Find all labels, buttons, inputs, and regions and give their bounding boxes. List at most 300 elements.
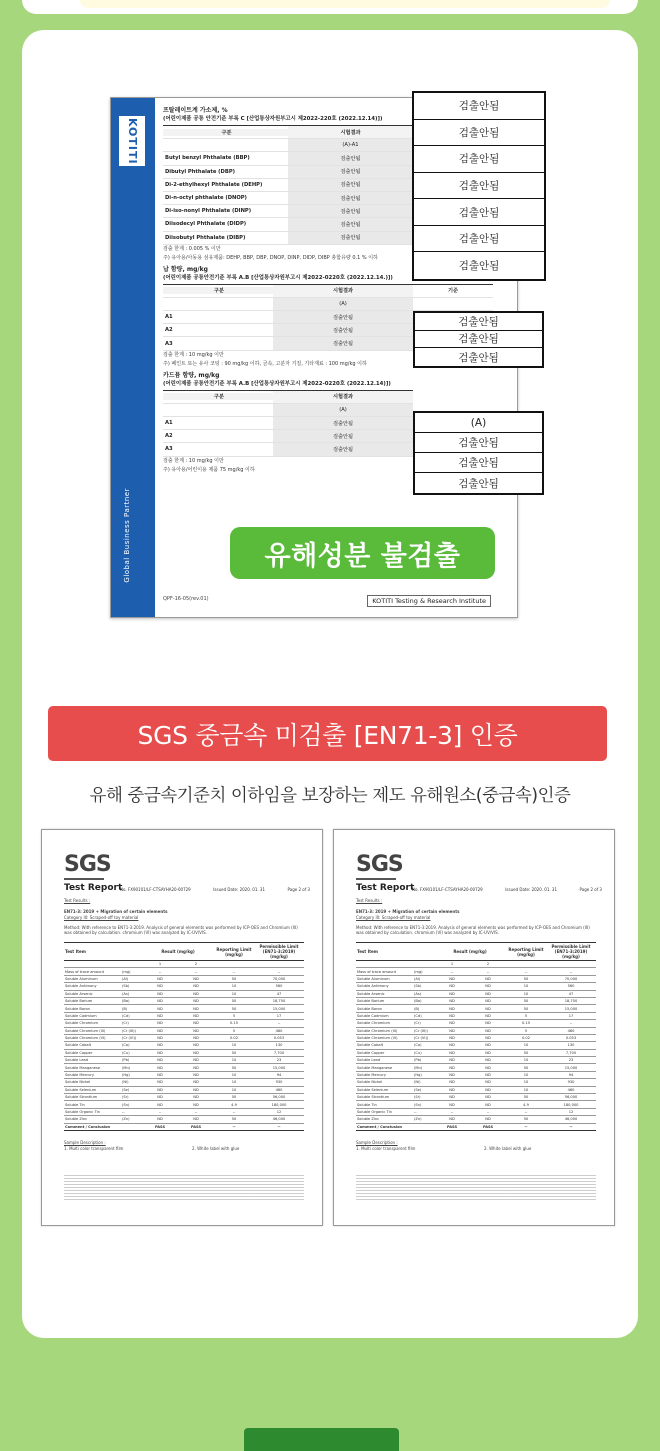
cell: Soluble Mercury — [65, 1073, 94, 1078]
meta-report-no: No. FX90101/LF-CTSAYHA20-00729 — [412, 887, 483, 892]
cell: ND — [485, 984, 491, 989]
highlight-cell: 검출안됨 — [414, 146, 544, 173]
cell: -- — [486, 969, 490, 974]
sample-2: 2. White label with glue — [192, 1146, 240, 1151]
header-reporting-limit: Reporting Limit (mg/kg) — [216, 946, 252, 957]
table-row — [356, 1101, 596, 1108]
cell: ND — [157, 991, 163, 996]
cell: ND — [157, 1028, 163, 1033]
test-results-label: Test Results : — [64, 898, 91, 903]
table-row — [64, 1042, 304, 1049]
cell: ND — [485, 1043, 491, 1048]
table-row — [356, 1064, 596, 1071]
cell: (Sb) — [414, 984, 422, 989]
report-meta — [412, 887, 602, 892]
cell: Soluble Selenium — [65, 1087, 97, 1092]
cell: (Sn) — [414, 1102, 422, 1107]
cell: (Ni) — [414, 1080, 421, 1085]
phthalate-result-highlight — [412, 91, 546, 281]
cell: 46,000 — [272, 1117, 286, 1122]
cell: ND — [449, 984, 455, 989]
row-result: 검출안됨 — [288, 192, 413, 204]
cell: (Ba) — [414, 999, 422, 1004]
cell: 50 — [523, 1006, 529, 1011]
no-harmful-substance-badge: 유해성분 불검출 — [230, 527, 495, 579]
row-item: A2 — [165, 433, 173, 440]
cell: 18,750 — [564, 999, 578, 1004]
sgs-caption: 유해 중금속기준치 이하임을 보장하는 제도 유해원소(중금속)인증 — [89, 786, 571, 806]
cell: 15,000 — [272, 1006, 286, 1011]
cell: 10 — [523, 1080, 529, 1085]
cell: Soluble Organic Tin — [357, 1110, 392, 1114]
phthalate-note: 주) 유아용/아동용 섬유제품: DEHP, BBP, DBP, DNOP, DINP, DIDP, DIBP 총함유량 0.1 % 이하 — [163, 254, 378, 261]
cell: Soluble Chromium (III) — [65, 1028, 106, 1033]
cell: Soluble Cobalt — [65, 1043, 91, 1048]
table-row — [64, 1057, 304, 1064]
cell: Soluble Manganese — [65, 1065, 101, 1070]
cell: Soluble Tin — [65, 1102, 85, 1107]
cell: 5 — [232, 1028, 236, 1033]
cell: (Zn) — [122, 1117, 130, 1122]
cell: ND — [157, 976, 163, 981]
cell: Soluble Arsenic — [357, 991, 385, 996]
cell: 460 — [567, 1087, 575, 1092]
cell: 180,000 — [271, 1102, 287, 1107]
sample-label: (A) — [273, 298, 413, 310]
cell: 460 — [275, 1087, 283, 1092]
cell: ND — [193, 1050, 199, 1055]
cell: ND — [193, 1117, 199, 1122]
conclusion-cell: Comment / Conclusion — [65, 1124, 111, 1129]
cell: 10 — [231, 1087, 237, 1092]
cell: 23 — [568, 1058, 574, 1063]
cell: Soluble Manganese — [357, 1065, 393, 1070]
conclusion-cell: PASS — [446, 1124, 458, 1129]
cell: 50 — [523, 1065, 529, 1070]
meta-report-no: No. FX90101/LF-CTSAYHA20-00729 — [120, 887, 191, 892]
sample-description-label: Sample Description : — [356, 1140, 398, 1145]
header-item: 구분 — [163, 393, 273, 400]
cell: ND — [157, 1058, 163, 1063]
row-result: 검출안됨 — [288, 152, 413, 164]
cell: ND — [157, 1117, 163, 1122]
cadmium-title: 카드뮴 함량, mg/kg — [163, 371, 220, 379]
conclusion-cell: -- — [569, 1124, 573, 1129]
cell: ND — [193, 1028, 199, 1033]
cell: ND — [193, 991, 199, 996]
cell: ND — [485, 1006, 491, 1011]
row-item: Di-n-octyl phthalate (DNOP) — [165, 195, 247, 202]
meta-page: Page 2 of 3 — [579, 887, 602, 892]
cell: ND — [485, 976, 491, 981]
table-header — [163, 126, 413, 139]
cell: 12 — [568, 1110, 574, 1114]
cell: -- — [450, 1110, 454, 1114]
cell: 10 — [231, 1073, 237, 1078]
cell: 94 — [568, 1073, 574, 1078]
conclusion-row — [356, 1124, 596, 1131]
cell: 0.053 — [565, 1036, 577, 1041]
cell: (Al) — [122, 976, 129, 981]
cell: -- — [158, 1110, 162, 1114]
cell: 10 — [231, 984, 237, 989]
bottom-button[interactable] — [244, 1428, 399, 1451]
cell: Soluble Cobalt — [357, 1043, 383, 1048]
row-item: Di-2-ethylhexyl Phthalate (DEHP) — [165, 181, 263, 188]
highlight-cell: 검출안됨 — [414, 199, 544, 226]
cell: Soluble Aluminum — [357, 976, 390, 981]
cell: ND — [485, 1087, 491, 1092]
conclusion-cell: PASS — [190, 1124, 202, 1129]
table-row — [356, 1020, 596, 1027]
subheader-sample-2: 2 — [486, 962, 490, 967]
cell: ND — [193, 999, 199, 1004]
cell: ND — [449, 999, 455, 1004]
lead-title: 납 함량, mg/kg — [163, 265, 208, 273]
cell: 15,000 — [564, 1065, 578, 1070]
cell: 930 — [275, 1080, 283, 1085]
cell: (mg) — [122, 969, 131, 974]
cell: ND — [449, 1006, 455, 1011]
highlight-cell: 검출안됨 — [415, 453, 542, 473]
row-item: Di-iso-nonyl Phthalate (DINP) — [165, 208, 252, 215]
sgs-logo: SGS — [356, 852, 403, 877]
cell: -- — [277, 1021, 281, 1026]
cell: 18,750 — [272, 999, 286, 1004]
cell: Soluble Barium — [357, 999, 385, 1004]
table-row — [64, 1035, 304, 1042]
sample-description-label: Sample Description : — [64, 1140, 106, 1145]
table-row — [163, 139, 413, 152]
table-row — [64, 1087, 304, 1094]
cell: Soluble Antimony — [357, 984, 389, 989]
cell: ND — [449, 1036, 455, 1041]
table-row — [64, 998, 304, 1005]
table-row — [64, 1005, 304, 1012]
cell: ND — [157, 1080, 163, 1085]
cell: (Sn) — [122, 1102, 130, 1107]
row-result: 검출안됨 — [273, 430, 413, 442]
cell: 17 — [276, 1013, 282, 1018]
cell: Soluble Chromium (III) — [357, 1028, 398, 1033]
cell: (Ni) — [122, 1080, 129, 1085]
cell: 12 — [276, 1110, 282, 1114]
subheader-sample-1: 1 — [450, 962, 454, 967]
table-row — [163, 232, 413, 245]
cell: ND — [193, 1036, 199, 1041]
table-row — [163, 179, 413, 192]
cell: 130 — [567, 1043, 575, 1048]
cell: -- — [414, 1110, 417, 1114]
cell: 7,700 — [273, 1050, 285, 1055]
cell: (Al) — [414, 976, 421, 981]
cell: 7,700 — [565, 1050, 577, 1055]
header-result: 시험결과 — [273, 391, 413, 403]
cell: 10 — [523, 984, 529, 989]
cell: 56,000 — [564, 1095, 578, 1100]
cell: ND — [449, 1021, 455, 1026]
cell: 10 — [523, 1058, 529, 1063]
row-item: A2 — [165, 327, 173, 334]
conclusion-cell: -- — [524, 1124, 528, 1129]
header-result: 시험결과 — [273, 285, 413, 297]
table-header — [64, 943, 304, 961]
cell: (mg) — [414, 969, 423, 974]
cell: ND — [157, 1006, 163, 1011]
cell: Soluble Copper — [65, 1050, 93, 1055]
cell: ND — [485, 1117, 491, 1122]
cell: 23 — [276, 1058, 282, 1063]
method-title: EN71-3: 2019 + Migration of certain elements — [356, 909, 460, 914]
cell: 560 — [567, 984, 575, 989]
cell: 50 — [523, 1050, 529, 1055]
cell: (Co) — [414, 1043, 422, 1048]
sample-label: (A) — [273, 404, 413, 416]
cell: 0.15 — [229, 1021, 238, 1026]
table-row — [356, 1028, 596, 1035]
cell: (Cu) — [122, 1050, 130, 1055]
cell: ND — [193, 976, 199, 981]
cell: ND — [449, 1102, 455, 1107]
cell: -- — [158, 969, 162, 974]
row-result: 검출안됨 — [288, 179, 413, 191]
test-results-label: Test Results : — [356, 898, 383, 903]
cell: ND — [157, 1043, 163, 1048]
phthalate-title: 프탈레이트계 가소제, % — [163, 107, 228, 114]
cell: ND — [157, 1065, 163, 1070]
cell: -- — [450, 969, 454, 974]
cell: (Hg) — [414, 1073, 422, 1078]
cell: ND — [157, 984, 163, 989]
cell: ND — [485, 1028, 491, 1033]
highlight-cell: 검출안됨 — [458, 477, 499, 490]
table-row — [163, 218, 413, 231]
table-row — [64, 1109, 304, 1116]
cadmium-result-highlight — [413, 411, 544, 495]
cell: -- — [194, 969, 198, 974]
cell: ND — [449, 1013, 455, 1018]
cell: ND — [157, 1095, 163, 1100]
cell: ND — [157, 1013, 163, 1018]
row-result: 검출안됨 — [288, 218, 413, 230]
cell: 10 — [523, 1043, 529, 1048]
sgs-test-report-1 — [41, 829, 323, 1226]
previous-card-note — [80, 0, 610, 8]
cell: (Cr) — [122, 1021, 129, 1026]
cell: (As) — [414, 991, 422, 996]
cell: Soluble Nickel — [357, 1080, 383, 1085]
cell: Soluble Cadmium — [357, 1013, 389, 1018]
cell: (As) — [122, 991, 130, 996]
cell: 50 — [231, 1117, 237, 1122]
table-row — [356, 991, 596, 998]
cell: (Hg) — [122, 1073, 130, 1078]
table-row — [163, 417, 413, 430]
row-item: A3 — [165, 340, 173, 347]
cell: -- — [524, 969, 528, 974]
highlight-cell: 검출안됨 — [414, 120, 544, 147]
cell: 50 — [523, 976, 529, 981]
meta-issued: Issued Date: 2020. 01. 31 — [505, 887, 558, 892]
table-row — [64, 1094, 304, 1101]
cell: ND — [193, 984, 199, 989]
cell: Soluble Cadmium — [65, 1013, 97, 1018]
cell: 0.02 — [521, 1036, 530, 1041]
cell: (Cr (III)) — [414, 1028, 428, 1033]
lead-result-highlight — [413, 311, 544, 368]
cell: 180,000 — [563, 1102, 579, 1107]
cell: ND — [193, 1021, 199, 1026]
table-row — [163, 430, 413, 443]
table-header — [163, 391, 413, 404]
cell: Soluble Strontium — [65, 1095, 98, 1100]
cell: 70,000 — [564, 976, 578, 981]
table-row — [356, 1094, 596, 1101]
highlight-cell: 검출안됨 — [415, 313, 542, 331]
row-result: 검출안됨 — [273, 337, 413, 349]
cadmium-note: 주) 유아용/어린이용 제품 75 mg/kg 이하 — [163, 466, 255, 473]
cadmium-table — [163, 390, 413, 457]
table-row — [356, 1035, 596, 1042]
cell: ND — [485, 1036, 491, 1041]
row-item: Diisodecyl Phthalate (DIDP) — [165, 221, 247, 228]
cell: ND — [193, 1102, 199, 1107]
cell: 50 — [231, 1006, 237, 1011]
cell: Soluble Lead — [65, 1058, 89, 1063]
cell: ND — [157, 1036, 163, 1041]
phthalate-subtitle: (어린이제품 공통 안전기준 부록 C [산업통상자원부고시 제2022-220호 (2022.12.14)]) — [163, 116, 383, 122]
cell: -- — [486, 1110, 490, 1114]
cell: 0.15 — [521, 1021, 530, 1026]
highlight-cell: 검출안됨 — [415, 433, 542, 453]
conclusion-cell: -- — [277, 1124, 281, 1129]
cell: ND — [193, 1087, 199, 1092]
lead-subtitle: (어린이제품 공통안전기준 부록 A.B [산업통상자원부고시 제2022-0220호 (2022.12.14.)]) — [163, 274, 393, 281]
header-test-item: Test Item — [357, 949, 378, 954]
cell: Soluble Nickel — [65, 1080, 91, 1085]
previous-card-bottom — [22, 0, 638, 14]
cell: Soluble Tin — [357, 1102, 377, 1107]
cell: -- — [194, 1110, 198, 1114]
table-row — [356, 1057, 596, 1064]
cell: (Cr (VI)) — [414, 1036, 429, 1041]
cell: Soluble Organic Tin — [65, 1110, 100, 1114]
meta-page: Page 2 of 3 — [287, 887, 310, 892]
table-row — [64, 1050, 304, 1057]
cell: 10 — [523, 991, 529, 996]
cell: ND — [449, 1058, 455, 1063]
cadmium-limit: 검출 한계 : 10 mg/kg 이만 — [163, 457, 224, 464]
cell: Soluble Chromium (VI) — [65, 1036, 106, 1041]
cell: Soluble Strontium — [357, 1095, 390, 1100]
fine-print — [356, 1173, 596, 1201]
cell: (B) — [122, 1006, 128, 1011]
cell: (Cd) — [122, 1013, 130, 1018]
cell: 56,000 — [272, 1095, 286, 1100]
cell: -- — [122, 1110, 125, 1114]
cell: Soluble Zinc — [65, 1117, 88, 1122]
form-code: QPF-16-05(rev.01) — [163, 596, 209, 602]
table-row — [64, 1013, 304, 1020]
cell: (Se) — [122, 1087, 130, 1092]
conclusion-cell: PASS — [482, 1124, 494, 1129]
cell: 10 — [231, 1080, 237, 1085]
cell: -- — [232, 1110, 236, 1114]
row-result: 검출안됨 — [273, 311, 413, 323]
cell: 460 — [567, 1028, 575, 1033]
table-row — [356, 1109, 596, 1116]
table-row — [356, 968, 596, 975]
cell: (Pb) — [122, 1058, 130, 1063]
cell: (Cd) — [414, 1013, 422, 1018]
cell: 460 — [275, 1028, 283, 1033]
cell: Soluble Selenium — [357, 1087, 389, 1092]
conclusion-cell: Comment / Conclusion — [357, 1124, 403, 1129]
row-item: Butyl benzyl Phthalate (BBP) — [165, 155, 250, 162]
table-row — [356, 976, 596, 983]
cell: (Ba) — [122, 999, 130, 1004]
cell: Soluble Mercury — [357, 1073, 386, 1078]
row-item: A1 — [165, 420, 173, 427]
header-item: 구분 — [163, 129, 288, 136]
cell: Soluble Chromium (VI) — [357, 1036, 398, 1041]
cell: ND — [193, 1073, 199, 1078]
highlight-cell: 검출안됨 — [414, 226, 544, 253]
cell: ND — [485, 1095, 491, 1100]
cell: (Sb) — [122, 984, 130, 989]
cell: ND — [193, 1065, 199, 1070]
cell: 15,000 — [272, 1065, 286, 1070]
header-result: 시험결과 — [288, 126, 413, 138]
header-standard: 기준 — [413, 285, 493, 297]
results-table — [64, 942, 304, 1131]
row-item: Diisobutyl Phthalate (DIBP) — [165, 234, 246, 241]
cell: ND — [157, 999, 163, 1004]
method-text: Method: With reference to EN71-3:2019. Analysis of general elements was performed by ICP-OES and Chromium (III) was obtained by calculation. chromium (VI) was analyzed by IC-UV/VIS. — [356, 925, 590, 935]
cell: ND — [485, 1013, 491, 1018]
cell: -- — [569, 1021, 573, 1026]
cell: (Sr) — [414, 1095, 421, 1100]
sample-2: 2. White label with glue — [484, 1146, 532, 1151]
cell: 50 — [231, 976, 237, 981]
cell: ND — [193, 1095, 199, 1100]
cell: Soluble Copper — [357, 1050, 385, 1055]
cell: 5 — [524, 1013, 528, 1018]
cell: 4.9 — [523, 1102, 529, 1107]
lead-note: 주) 페인트 또는 유사 코팅 : 90 mg/kg 이하, 금속, 고분자 기질, 기타재료 : 100 mg/kg 이하 — [163, 360, 367, 367]
table-row — [64, 1028, 304, 1035]
cell: ND — [193, 1080, 199, 1085]
row-result: 검출안됨 — [288, 166, 413, 178]
cell: (Cr (III)) — [122, 1028, 136, 1033]
results-table — [356, 942, 596, 1131]
row-result: 검출안됨 — [273, 443, 413, 455]
highlight-cell: 검출안됨 — [415, 331, 542, 349]
cell: 47 — [276, 991, 282, 996]
cell: 10 — [231, 1043, 237, 1048]
cell: 50 — [523, 1117, 529, 1122]
table-row — [64, 1020, 304, 1027]
cell: ND — [449, 976, 455, 981]
phthalate-limit: 검출 한계 : 0.005 % 이만 — [163, 245, 221, 252]
table-row — [64, 991, 304, 998]
table-row — [163, 166, 413, 179]
cell: -- — [232, 969, 236, 974]
table-row — [356, 1116, 596, 1123]
cell: ND — [449, 1028, 455, 1033]
cell: (Co) — [122, 1043, 130, 1048]
cell: (Pb) — [414, 1058, 422, 1063]
